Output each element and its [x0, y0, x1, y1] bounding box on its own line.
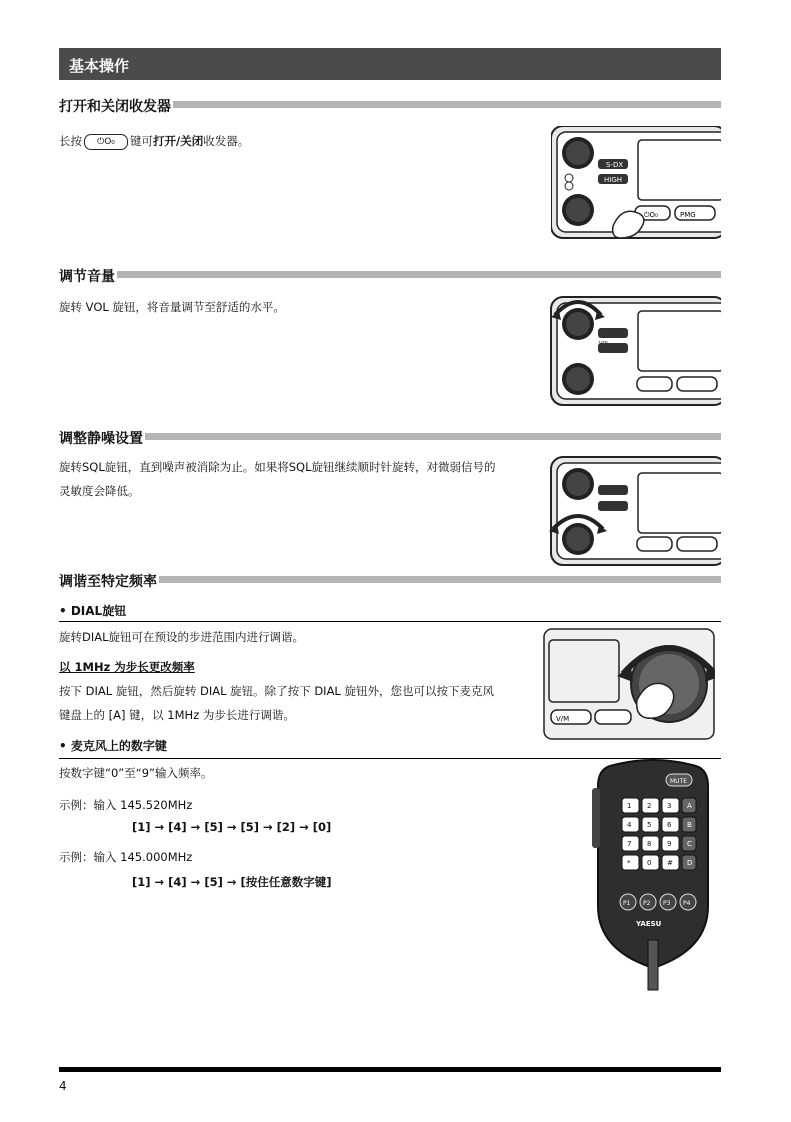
mic-p-key-label: P2 — [643, 900, 651, 907]
mic-key-label: * — [627, 859, 631, 867]
radio-dial-knob-illustration — [543, 628, 715, 740]
section-rule — [59, 271, 721, 278]
sdx-label: S-DX — [606, 161, 624, 169]
radio-front-panel-power-illustration — [551, 126, 721, 241]
section-title-power: 打开和关闭收发器 — [59, 96, 173, 116]
vm-label: V/M — [556, 715, 570, 723]
radio-front-panel-squelch-illustration — [549, 455, 721, 570]
power-button-label: ⏻O₀ — [644, 211, 658, 219]
section-title-squelch: 调整静噪设置 — [59, 428, 145, 448]
microphone-keypad-illustration — [588, 758, 718, 994]
power-text-post: 收发器。 — [203, 134, 250, 148]
mic-key-label: 3 — [667, 802, 672, 810]
brand-label: YAESU — [636, 920, 662, 928]
section-rule — [59, 433, 721, 440]
example-2-label: 示例：输入 145.000MHz — [59, 850, 193, 864]
mic-key-* — [622, 855, 639, 870]
mic-key-label: A — [687, 802, 692, 810]
mic-p-key-label: P3 — [663, 900, 671, 907]
mute-label: MUTE — [670, 778, 688, 785]
section-banner — [59, 48, 721, 80]
mic-key-label: 1 — [627, 802, 632, 810]
dial-text: 旋转DIAL旋钮可在预设的步进范围内进行调谐。 — [59, 630, 305, 644]
dial-1mhz-line-1: 按下 DIAL 旋钮，然后旋转 DIAL 旋钮。除了按下 DIAL 旋钮外，您也可以按下麦克风 — [59, 684, 494, 698]
mic-key-label: D — [687, 859, 693, 867]
power-text-bold: 打开/关闭 — [153, 134, 204, 148]
section-title-volume: 调节音量 — [59, 266, 117, 286]
mic-keys-text: 按数字键“0”至“9”输入频率。 — [59, 766, 213, 780]
pmg-label: PMG — [680, 211, 696, 219]
mic-p-key-label: P4 — [683, 900, 691, 907]
example-1-label: 示例：输入 145.520MHz — [59, 798, 193, 812]
power-instruction — [59, 133, 249, 150]
dial-heading: • DIAL旋钮 — [59, 604, 127, 618]
mic-key-label: 8 — [647, 840, 652, 848]
example-2-sequence: [1] → [4] → [5] → [按住任意数字键] — [132, 875, 332, 889]
power-text-mid: 键可 — [130, 134, 153, 148]
section-title-tuning: 调谐至特定频率 — [59, 571, 159, 591]
mic-key-label: # — [667, 859, 673, 867]
mic-key-label: 2 — [647, 802, 652, 810]
mic-key-label: 6 — [667, 821, 672, 829]
dial-rule — [59, 621, 721, 622]
mic-key-label: 0 — [647, 859, 652, 867]
mic-key-label: C — [687, 840, 692, 848]
example-1-sequence: [1] → [4] → [5] → [5] → [2] → [0] — [132, 820, 332, 834]
volume-instruction: 旋转 VOL 旋钮，将音量调节至舒适的水平。 — [59, 300, 285, 314]
page-number: 4 — [59, 1079, 67, 1093]
mic-key-label: 9 — [667, 840, 672, 848]
radio-front-panel-volume-illustration — [549, 293, 721, 408]
mic-key-label: B — [687, 821, 692, 829]
mic-p-key-label: P1 — [623, 900, 631, 907]
squelch-line-1: 旋转SQL旋钮，直到噪声被消除为止。如果将SQL旋钮继续顺时针旋转，对微弱信号的 — [59, 460, 496, 474]
high-label: HIGH — [604, 176, 623, 184]
footer-rule — [59, 1067, 721, 1072]
squelch-line-2: 灵敏度会降低。 — [59, 484, 140, 498]
mic-key-label: 4 — [627, 821, 632, 829]
dial-1mhz-line-2: 键盘上的 [A] 键，以 1MHz 为步长进行调谐。 — [59, 708, 295, 722]
banner-title: 基本操作 — [69, 57, 130, 75]
power-key-icon: ⏻O₀ — [84, 134, 128, 150]
mic-key-label: 5 — [647, 821, 652, 829]
dial-1mhz-heading: 以 1MHz 为步长更改频率 — [59, 660, 195, 674]
power-text-pre: 长按 — [59, 134, 82, 148]
mic-keys-heading: • 麦克风上的数字键 — [59, 739, 167, 753]
mic-key-label: 7 — [627, 840, 632, 848]
